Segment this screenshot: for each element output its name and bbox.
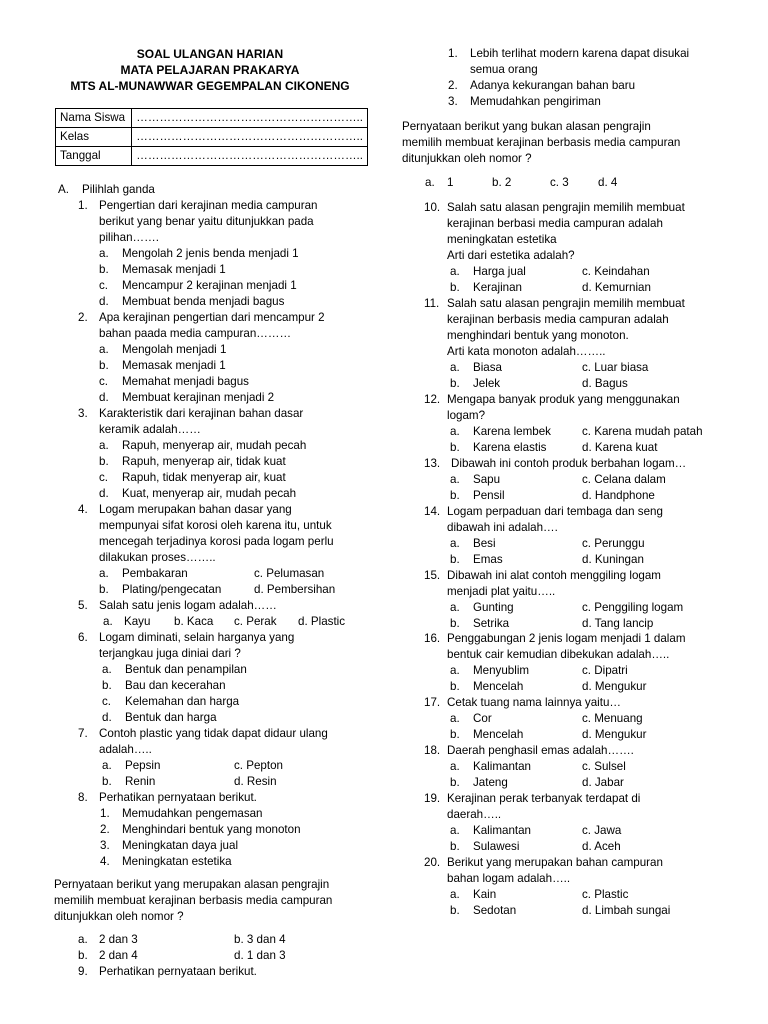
question-text: menjadi plat yaitu….. [447,585,556,598]
option-text: c. Celana dalam [582,473,666,486]
item-number: 3. [448,95,458,108]
option-letter: d. [99,295,109,308]
question-number: 19. [424,792,441,805]
item-number: 1. [448,47,458,60]
question-text: Penggabungan 2 jenis logam menjadi 1 dalam [447,632,686,645]
option-text: Pepsin [125,759,161,772]
option-text: Bentuk dan penampilan [125,663,247,676]
option-text: d. Tang lancip [582,617,654,630]
paragraph-line: memilih membuat kerajinan berbasis media campuran [402,136,681,149]
info-row-name [56,109,368,128]
option-letter: d. [102,711,112,724]
question-number: 9. [78,965,88,978]
student-info-table [55,108,368,166]
option-text: Kayu [124,615,151,628]
question-text: Perhatikan pernyataan berikut. [99,965,257,978]
item-text: Adanya kekurangan bahan baru [470,79,636,92]
question-number: 16. [424,632,441,645]
option-text: c. Perak [234,615,277,628]
option-text: c. Jawa [582,824,622,837]
question-text: bahan paada media campuran……… [99,327,292,340]
question-number: 6. [78,631,88,644]
question-text: Salah satu alasan pengrajin memilih membuat [447,201,685,214]
option-letter: a. [450,473,460,486]
question-text: Perhatikan pernyataan berikut. [99,791,257,804]
option-letter: b. [450,776,460,789]
option-letter: b. [102,775,112,788]
question-text: kerajinan berbasi media campuran adalah [447,217,663,230]
option-text: Sapu [473,473,501,486]
option-text: d. Bagus [582,377,628,390]
option-letter: b. [102,679,112,692]
option-letter: b. [450,617,460,630]
option-text: Rapuh, menyerap air, mudah pecah [122,439,307,452]
question-text: Logam merupakan bahan dasar yang [99,503,292,516]
question-number: 13. [424,457,441,470]
question-text: Dibawah ini contoh produk berbahan logam… [451,457,687,470]
option-text: Mencelah [473,728,524,741]
option-text: Memahat menjadi bagus [122,375,249,388]
option-text: d. Kuningan [582,553,644,566]
option-letter: c. [99,375,109,388]
option-text: Sedotan [473,904,517,917]
option-letter: c. [102,695,112,708]
option-letter: a. [99,439,109,452]
option-text: Kelemahan dan harga [125,695,240,708]
item-number: 2. [100,823,110,836]
question-text: terjangkau juga diniai dari ? [99,647,241,660]
question-text: Logam diminati, selain harganya yang [99,631,295,644]
question-text: dilakukan proses…….. [99,551,216,564]
option-text: Jateng [473,776,508,789]
option-text: c. 3 [550,176,569,189]
question-text: pilihan……. [99,231,159,244]
option-letter: b. [99,583,109,596]
option-text: c. Pelumasan [254,567,325,580]
info-label: Nama Siswa [56,109,132,128]
option-letter: b. [99,263,109,276]
question-text: Arti kata monoton adalah…….. [447,345,606,358]
question-text: keramik adalah…… [99,423,201,436]
item-number: 1. [100,807,110,820]
option-text: c. Sulsel [582,760,626,773]
question-text: kerajinan berbasis media campuran adalah [447,313,669,326]
question-text: logam? [447,409,486,422]
question-number: 1. [78,199,88,212]
option-text: b. 2 [492,176,512,189]
item-text: Memudahkan pengemasan [122,807,263,820]
option-letter: a. [450,537,460,550]
question-text: Berikut yang merupakan bahan campuran [447,856,663,869]
option-text: d. Plastic [298,615,346,628]
question-text: berikut yang benar yaitu ditunjukkan pada [99,215,314,228]
question-text: Salah satu alasan pengrajin memilih membuat [447,297,685,310]
option-letter: b. [450,728,460,741]
item-number: 4. [100,855,110,868]
option-text: c. Dipatri [582,664,628,677]
info-value: ………………………………………………….. [132,128,368,147]
option-letter: a. [99,343,109,356]
item-number: 3. [100,839,110,852]
option-letter: c. [99,279,109,292]
option-text: b. Kaca [174,615,214,628]
option-text: c. Penggiling logam [582,601,684,614]
paragraph-line: ditunjukkan oleh nomor ? [402,152,532,165]
option-text: Harga jual [473,265,526,278]
option-letter: a. [78,933,88,946]
option-text: Besi [473,537,496,550]
option-text: Membuat kerajinan menjadi 2 [122,391,275,404]
option-letter: a. [450,888,460,901]
question-number: 5. [78,599,88,612]
question-text: menghindari bentuk yang monoton. [447,329,629,342]
option-text: Karena lembek [473,425,551,438]
option-text: Memasak menjadi 1 [122,263,226,276]
option-text: Pensil [473,489,505,502]
option-text: Kalimantan [473,824,532,837]
question-number: 17. [424,696,441,709]
option-text: c. Keindahan [582,265,650,278]
option-text: Renin [125,775,156,788]
option-letter: b. [450,377,460,390]
option-text: d. Resin [234,775,277,788]
info-value: ………………………………………………….. [132,109,368,128]
option-letter: a. [450,824,460,837]
item-text: semua orang [470,63,538,76]
question-text: adalah….. [99,743,152,756]
paragraph-line: ditunjukkan oleh nomor ? [54,910,184,923]
option-letter: b. [99,359,109,372]
option-text: c. Menuang [582,712,643,725]
option-letter: d. [99,391,109,404]
option-letter: a. [450,265,460,278]
item-text: Meningkatan estetika [122,855,232,868]
question-number: 14. [424,505,441,518]
question-text: mencegah terjadinya korosi pada logam perlu [99,535,334,548]
question-text: bahan logam adalah….. [447,872,571,885]
option-text: Jelek [473,377,501,390]
question-number: 15. [424,569,441,582]
question-text: Cetak tuang nama lainnya yaitu… [447,696,622,709]
question-text: Apa kerajinan pengertian dari mencampur 2 [99,311,325,324]
option-text: Menyublim [473,664,530,677]
question-text: Pengertian dari kerajinan media campuran [99,199,318,212]
option-text: d. Pembersihan [254,583,336,596]
option-text: d. Jabar [582,776,624,789]
title-line-2: MATA PELAJARAN PRAKARYA [120,63,300,77]
option-letter: b. [78,949,88,962]
option-letter: a. [450,601,460,614]
option-text: d. 4 [598,176,618,189]
question-text: mempunyai sifat korosi oleh karena itu, untuk [99,519,332,532]
option-text: c. Perunggu [582,537,645,550]
option-letter: a. [99,567,109,580]
title-line-1: SOAL ULANGAN HARIAN [136,47,284,61]
question-text: Dibawah ini alat contoh menggiling logam [447,569,661,582]
option-text: Biasa [473,361,503,374]
option-text: Setrika [473,617,510,630]
question-number: 4. [78,503,88,516]
question-text: dibawah ini adalah…. [447,521,558,534]
paragraph-line: Pernyataan berikut yang merupakan alasan pengrajin [54,878,330,891]
question-number: 7. [78,727,88,740]
option-text: Mengolah menjadi 1 [122,343,227,356]
info-label: Kelas [56,128,132,147]
section-title: Pilihlah ganda [82,183,155,196]
option-text: d. Mengukur [582,728,647,741]
option-text: 2 dan 4 [99,949,138,962]
option-text: c. Pepton [234,759,283,772]
option-text: b. 3 dan 4 [234,933,286,946]
option-letter: b. [450,904,460,917]
option-text: Membuat benda menjadi bagus [122,295,285,308]
question-text: Kerajinan perak terbanyak terdapat di [447,792,641,805]
option-letter: b. [450,441,460,454]
option-text: Rapuh, menyerap air, tidak kuat [122,455,286,468]
option-text: Kerajinan [473,281,522,294]
info-value: ………………………………………………….. [132,147,368,166]
option-text: Mencampur 2 kerajinan menjadi 1 [122,279,297,292]
option-text: d. Aceh [582,840,621,853]
option-letter: b. [450,680,460,693]
option-letter: b. [450,840,460,853]
option-text: Cor [473,712,492,725]
question-number: 10. [424,201,441,214]
option-text: c. Luar biasa [582,361,649,374]
question-number: 11. [424,297,440,310]
question-text: daerah….. [447,808,502,821]
info-row-date [56,147,368,166]
option-text: Emas [473,553,503,566]
question-number: 12. [424,393,441,406]
option-text: Kain [473,888,497,901]
paragraph-line: memilih membuat kerajinan berbasis media campuran [54,894,333,907]
paragraph-line: Pernyataan berikut yang bukan alasan pengrajin [402,120,651,133]
option-letter: c. [99,471,109,484]
question-number: 2. [78,311,88,324]
option-letter: b. [450,553,460,566]
option-text: 2 dan 3 [99,933,138,946]
question-text: Daerah penghasil emas adalah……. [447,744,634,757]
option-letter: a. [102,759,112,772]
question-number: 8. [78,791,88,804]
question-text: Mengapa banyak produk yang menggunakan [447,393,680,406]
option-letter: b. [99,455,109,468]
option-text: Mencelah [473,680,524,693]
question-text: Karakteristik dari kerajinan bahan dasar [99,407,304,420]
option-text: d. Kemurnian [582,281,651,294]
option-letter: a. [99,247,109,260]
question-text: Salah satu jenis logam adalah…… [99,599,277,612]
option-letter: b. [450,489,460,502]
option-letter: a. [450,361,460,374]
option-text: 1 [447,176,454,189]
option-letter: a. [103,615,113,628]
option-text: d. Handphone [582,489,655,502]
option-text: Rapuh, tidak menyerap air, kuat [122,471,286,484]
option-text: d. Limbah sungai [582,904,671,917]
info-label: Tanggal [56,147,132,166]
option-text: Plating/pengecatan [122,583,222,596]
option-text: Sulawesi [473,840,520,853]
question-text: Contoh plastic yang tidak dapat didaur ulang [99,727,328,740]
option-letter: a. [450,760,460,773]
option-letter: b. [450,281,460,294]
info-row-class [56,128,368,147]
option-letter: a. [450,712,460,725]
option-letter: a. [102,663,112,676]
option-text: Gunting [473,601,514,614]
question-number: 3. [78,407,88,420]
section-marker: A. [58,183,69,196]
option-text: Mengolah 2 jenis benda menjadi 1 [122,247,299,260]
title-line-3: MTS AL-MUNAWWAR GEGEMPALAN CIKONENG [70,79,350,93]
question-text: meningkatan estetika [447,233,557,246]
option-text: Memasak menjadi 1 [122,359,226,372]
option-letter: d. [99,487,109,500]
option-text: c. Plastic [582,888,629,901]
item-text: Memudahkan pengiriman [470,95,601,108]
option-text: d. 1 dan 3 [234,949,286,962]
option-text: Karena elastis [473,441,547,454]
item-text: Menghindari bentuk yang monoton [122,823,301,836]
option-letter: a. [425,176,435,189]
option-text: Pembakaran [122,567,188,580]
item-text: Meningkatan daya jual [122,839,239,852]
option-text: c. Karena mudah patah [582,425,703,438]
option-text: Bau dan kecerahan [125,679,226,692]
question-text: Arti dari estetika adalah? [447,249,575,262]
question-number: 18. [424,744,441,757]
option-letter: a. [450,425,460,438]
option-text: Kalimantan [473,760,532,773]
item-text: Lebih terlihat modern karena dapat disukai [470,47,690,60]
question-text: Logam perpaduan dari tembaga dan seng [447,505,663,518]
option-text: d. Mengukur [582,680,647,693]
option-text: Kuat, menyerap air, mudah pecah [122,487,297,500]
option-text: Bentuk dan harga [125,711,217,724]
item-number: 2. [448,79,458,92]
question-number: 20. [424,856,441,869]
option-letter: a. [450,664,460,677]
question-text: bentuk cair kemudian dibekukan adalah….. [447,648,670,661]
option-text: d. Karena kuat [582,441,658,454]
